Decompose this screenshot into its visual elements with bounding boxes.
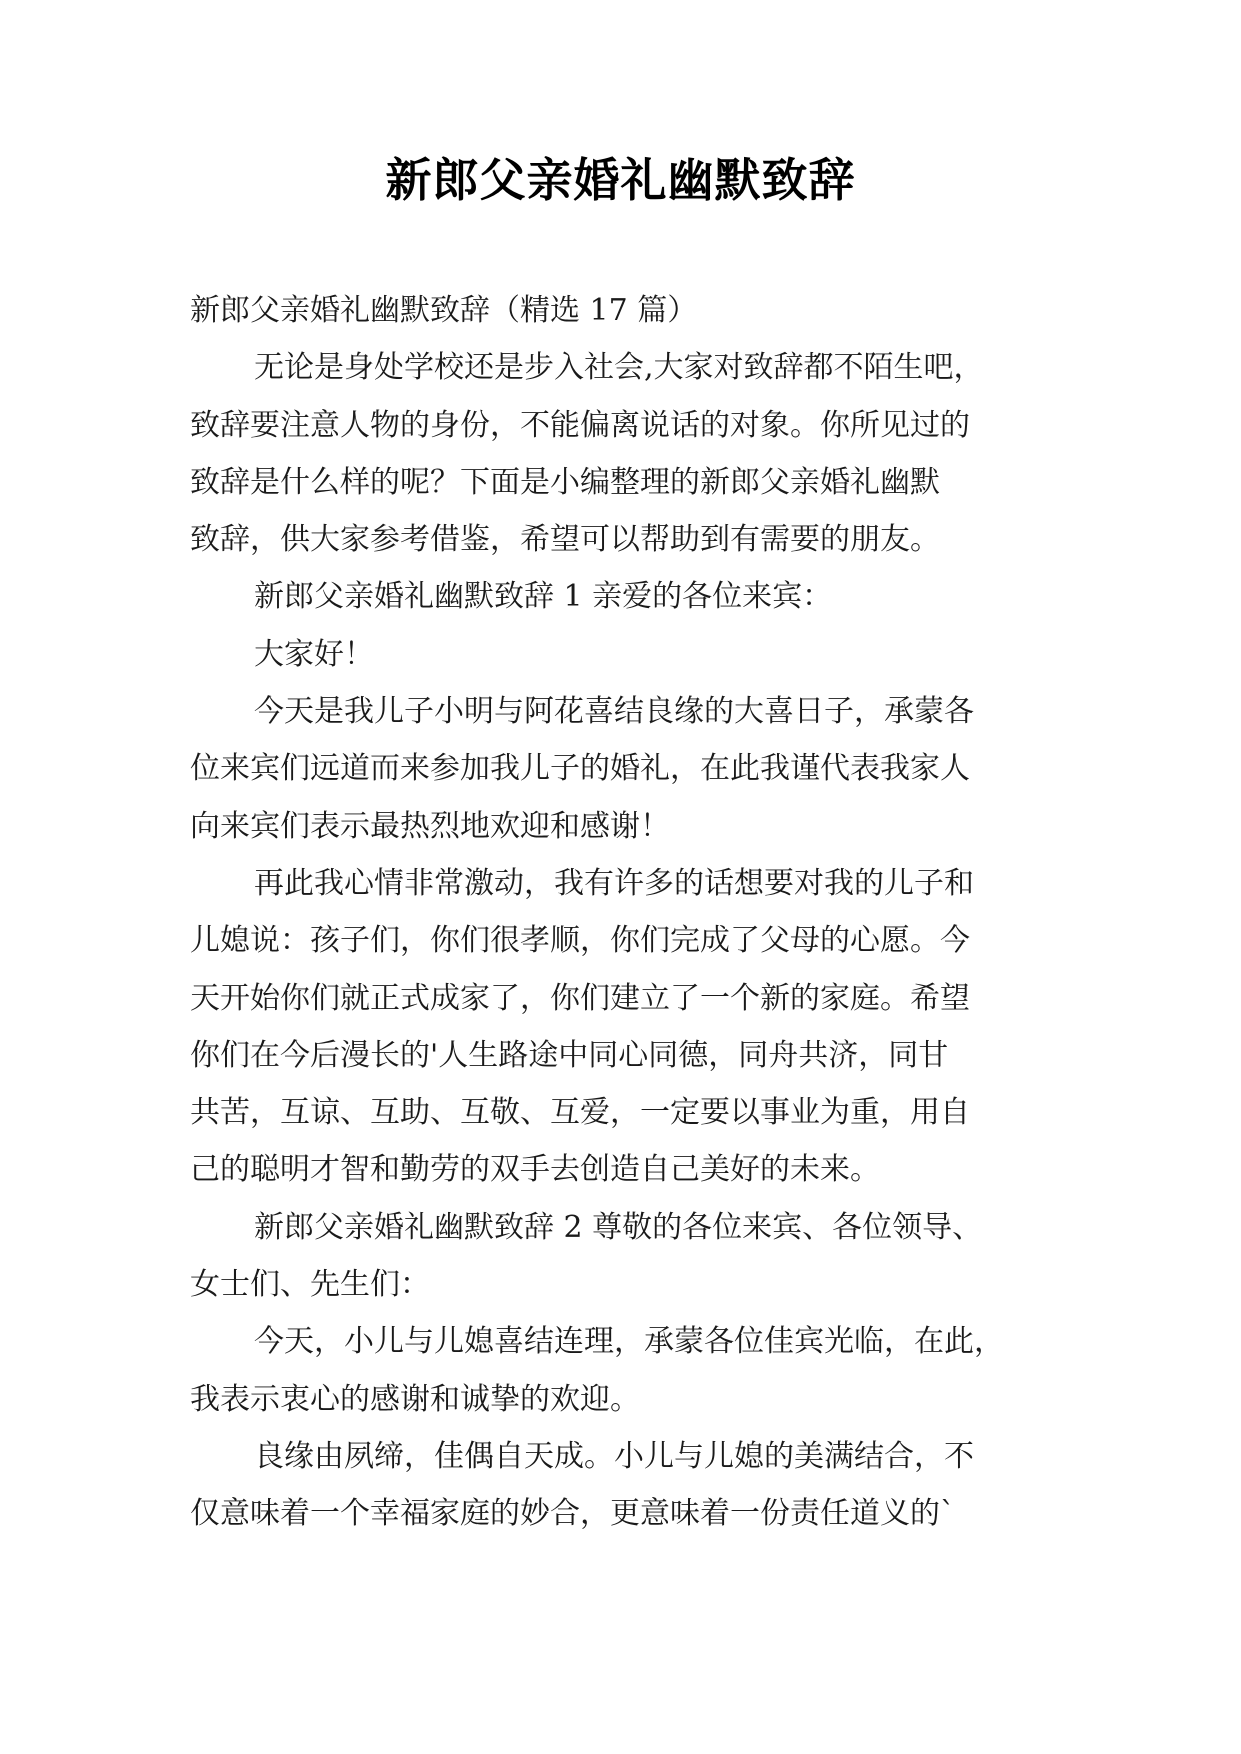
text-line: 今天，小儿与儿媳喜结连理，承蒙各位佳宾光临，在此，	[254, 1324, 1004, 1360]
text-line: 儿媳说：孩子们，你们很孝顺，你们完成了父母的心愿。今	[190, 923, 970, 959]
text-line: 良缘由夙缔，佳偶自天成。小儿与儿媳的美满结合，不	[254, 1438, 974, 1474]
text-line: 新郎父亲婚礼幽默致辞（精选 17 篇）	[190, 293, 698, 328]
text-line: 位来宾们远道而来参加我儿子的婚礼，在此我谨代表我家人	[190, 751, 970, 787]
text-line: 再此我心情非常激动，我有许多的话想要对我的儿子和	[254, 865, 974, 901]
text-line: 女士们、先生们：	[190, 1267, 430, 1303]
text-line: 大家好！	[254, 636, 374, 672]
text-line: 仅意味着一个幸福家庭的妙合，更意味着一份责任道义的`	[190, 1496, 955, 1532]
text-line: 致辞要注意人物的身份，不能偏离说话的对象。你所见过的	[190, 407, 970, 443]
text-line: 今天是我儿子小明与阿花喜结良缘的大喜日子，承蒙各	[254, 694, 974, 730]
text-line: 新郎父亲婚礼幽默致辞 1 亲爱的各位来宾：	[254, 579, 833, 615]
document-body	[190, 282, 1070, 1543]
text-line: 你们在今后漫长的'人生路途中同心同德，同舟共济，同甘	[190, 1037, 949, 1073]
text-line: 共苦，互谅、互助、互敬、互爱，一定要以事业为重，用自	[190, 1095, 970, 1131]
text-line: 天开始你们就正式成家了，你们建立了一个新的家庭。希望	[190, 980, 970, 1016]
text-line: 新郎父亲婚礼幽默致辞 2 尊敬的各位来宾、各位领导、	[254, 1209, 983, 1245]
text-line: 我表示衷心的感谢和诚挚的欢迎。	[190, 1381, 640, 1417]
text-line: 己的聪明才智和勤劳的双手去创造自己美好的未来。	[190, 1152, 880, 1188]
text-line: 致辞，供大家参考借鉴，希望可以帮助到有需要的朋友。	[190, 522, 940, 558]
text-line: 向来宾们表示最热烈地欢迎和感谢！	[190, 808, 670, 844]
text-line: 致辞是什么样的呢？下面是小编整理的新郎父亲婚礼幽默	[190, 464, 940, 500]
document-title: 新郎父亲婚礼幽默致辞	[385, 153, 856, 207]
text-line: 无论是身处学校还是步入社会,大家对致辞都不陌生吧，	[254, 350, 984, 386]
